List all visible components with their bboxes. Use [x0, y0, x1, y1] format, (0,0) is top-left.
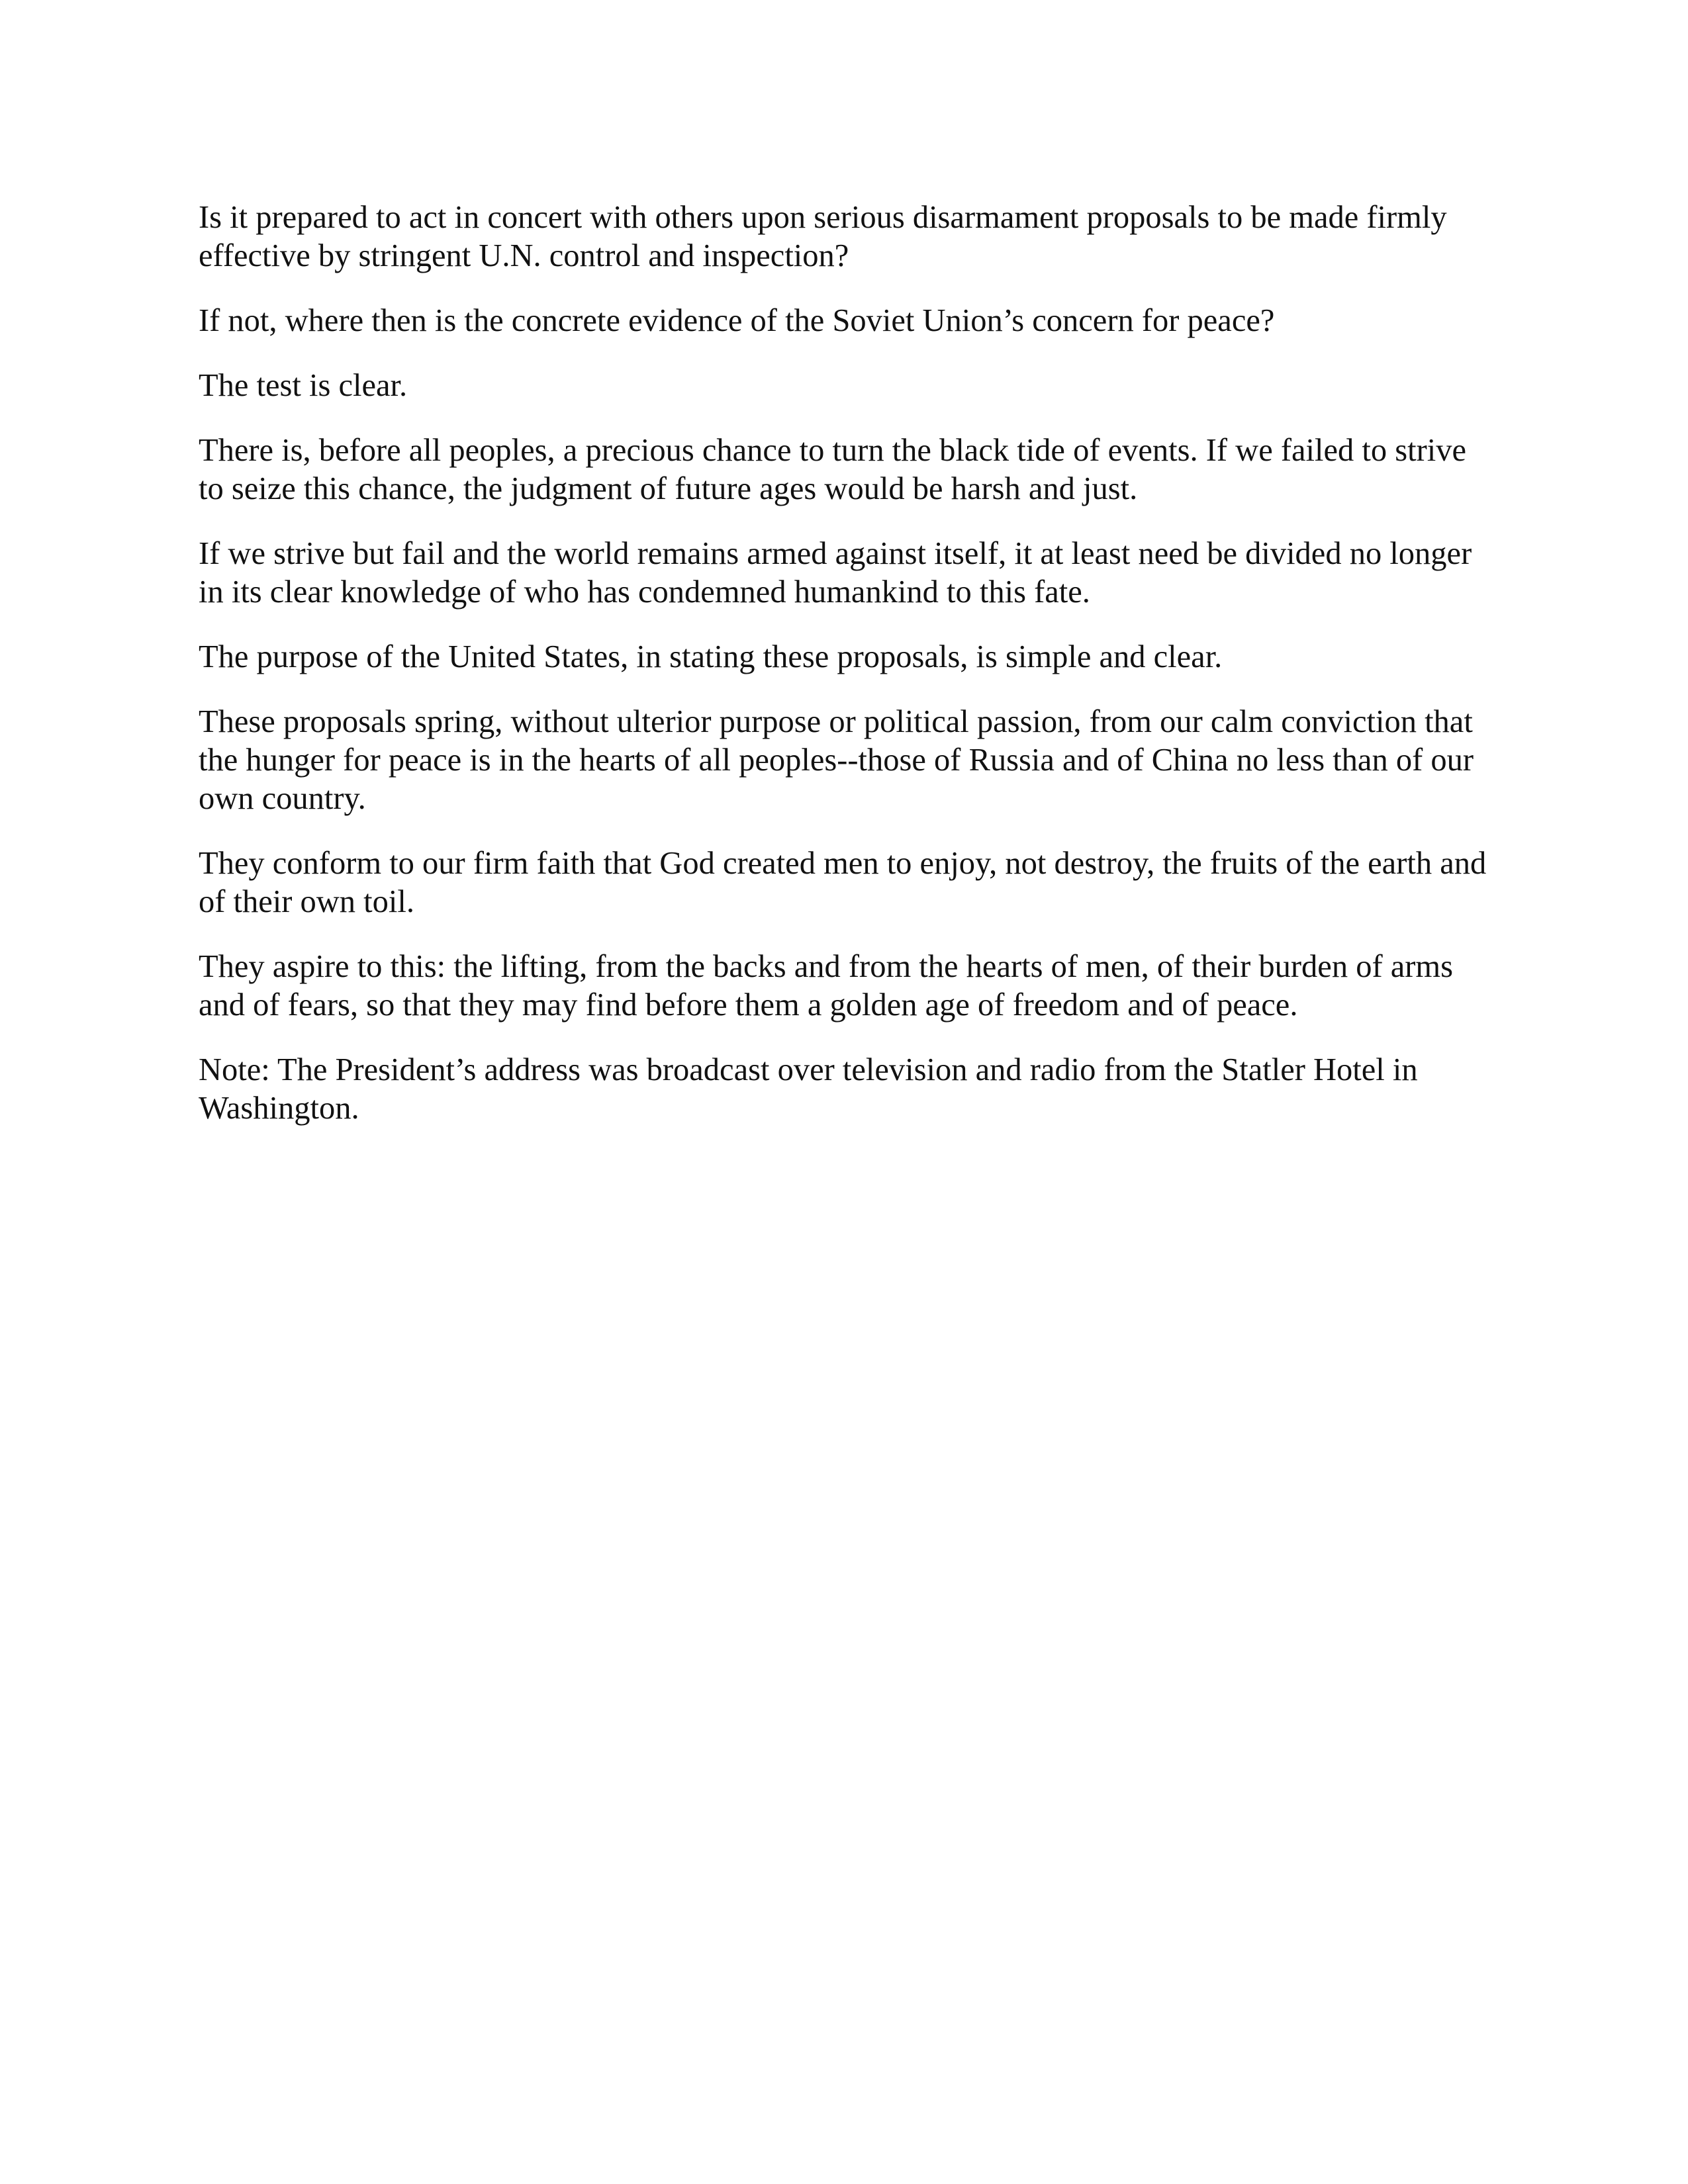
paragraph-disarmament-question: Is it prepared to act in concert with others upon serious disarmament proposals to be made firmly effective by stringent U.N. control and inspection? [199, 200, 1447, 273]
paragraph-precious-chance: There is, before all peoples, a precious chance to turn the black tide of events. If we failed to strive to seize this chance, the judgment of future ages would be harsh and just. [199, 433, 1466, 506]
paragraph-strive-but-fail: If we strive but fail and the world remains armed against itself, it at least need be divided no longer in its clear knowledge of who has condemned humankind to this fate. [199, 536, 1472, 610]
paragraph-proposals-spring: These proposals spring, without ulterior purpose or political passion, from our calm conviction that the hunger for peace is in the hearts of all peoples--those of Russia and of China no less than of our own country. [199, 704, 1474, 816]
paragraph-broadcast-note: Note: The President’s address was broadcast over television and radio from the Statler Hotel in Washington. [199, 1052, 1418, 1126]
document-body [199, 199, 1496, 1154]
paragraph-test-clear: The test is clear. [199, 368, 408, 403]
paragraph-soviet-evidence: If not, where then is the concrete evidence of the Soviet Union’s concern for peace? [199, 303, 1275, 338]
paragraph-aspire: They aspire to this: the lifting, from the backs and from the hearts of men, of their burden of arms and of fears, so that they may find before them a golden age of freedom and of peace. [199, 949, 1454, 1023]
paragraph-firm-faith: They conform to our firm faith that God created men to enjoy, not destroy, the fruits of the earth and of their own toil. [199, 846, 1487, 919]
paragraph-purpose-united-states: The purpose of the United States, in stating these proposals, is simple and clear. [199, 639, 1223, 674]
